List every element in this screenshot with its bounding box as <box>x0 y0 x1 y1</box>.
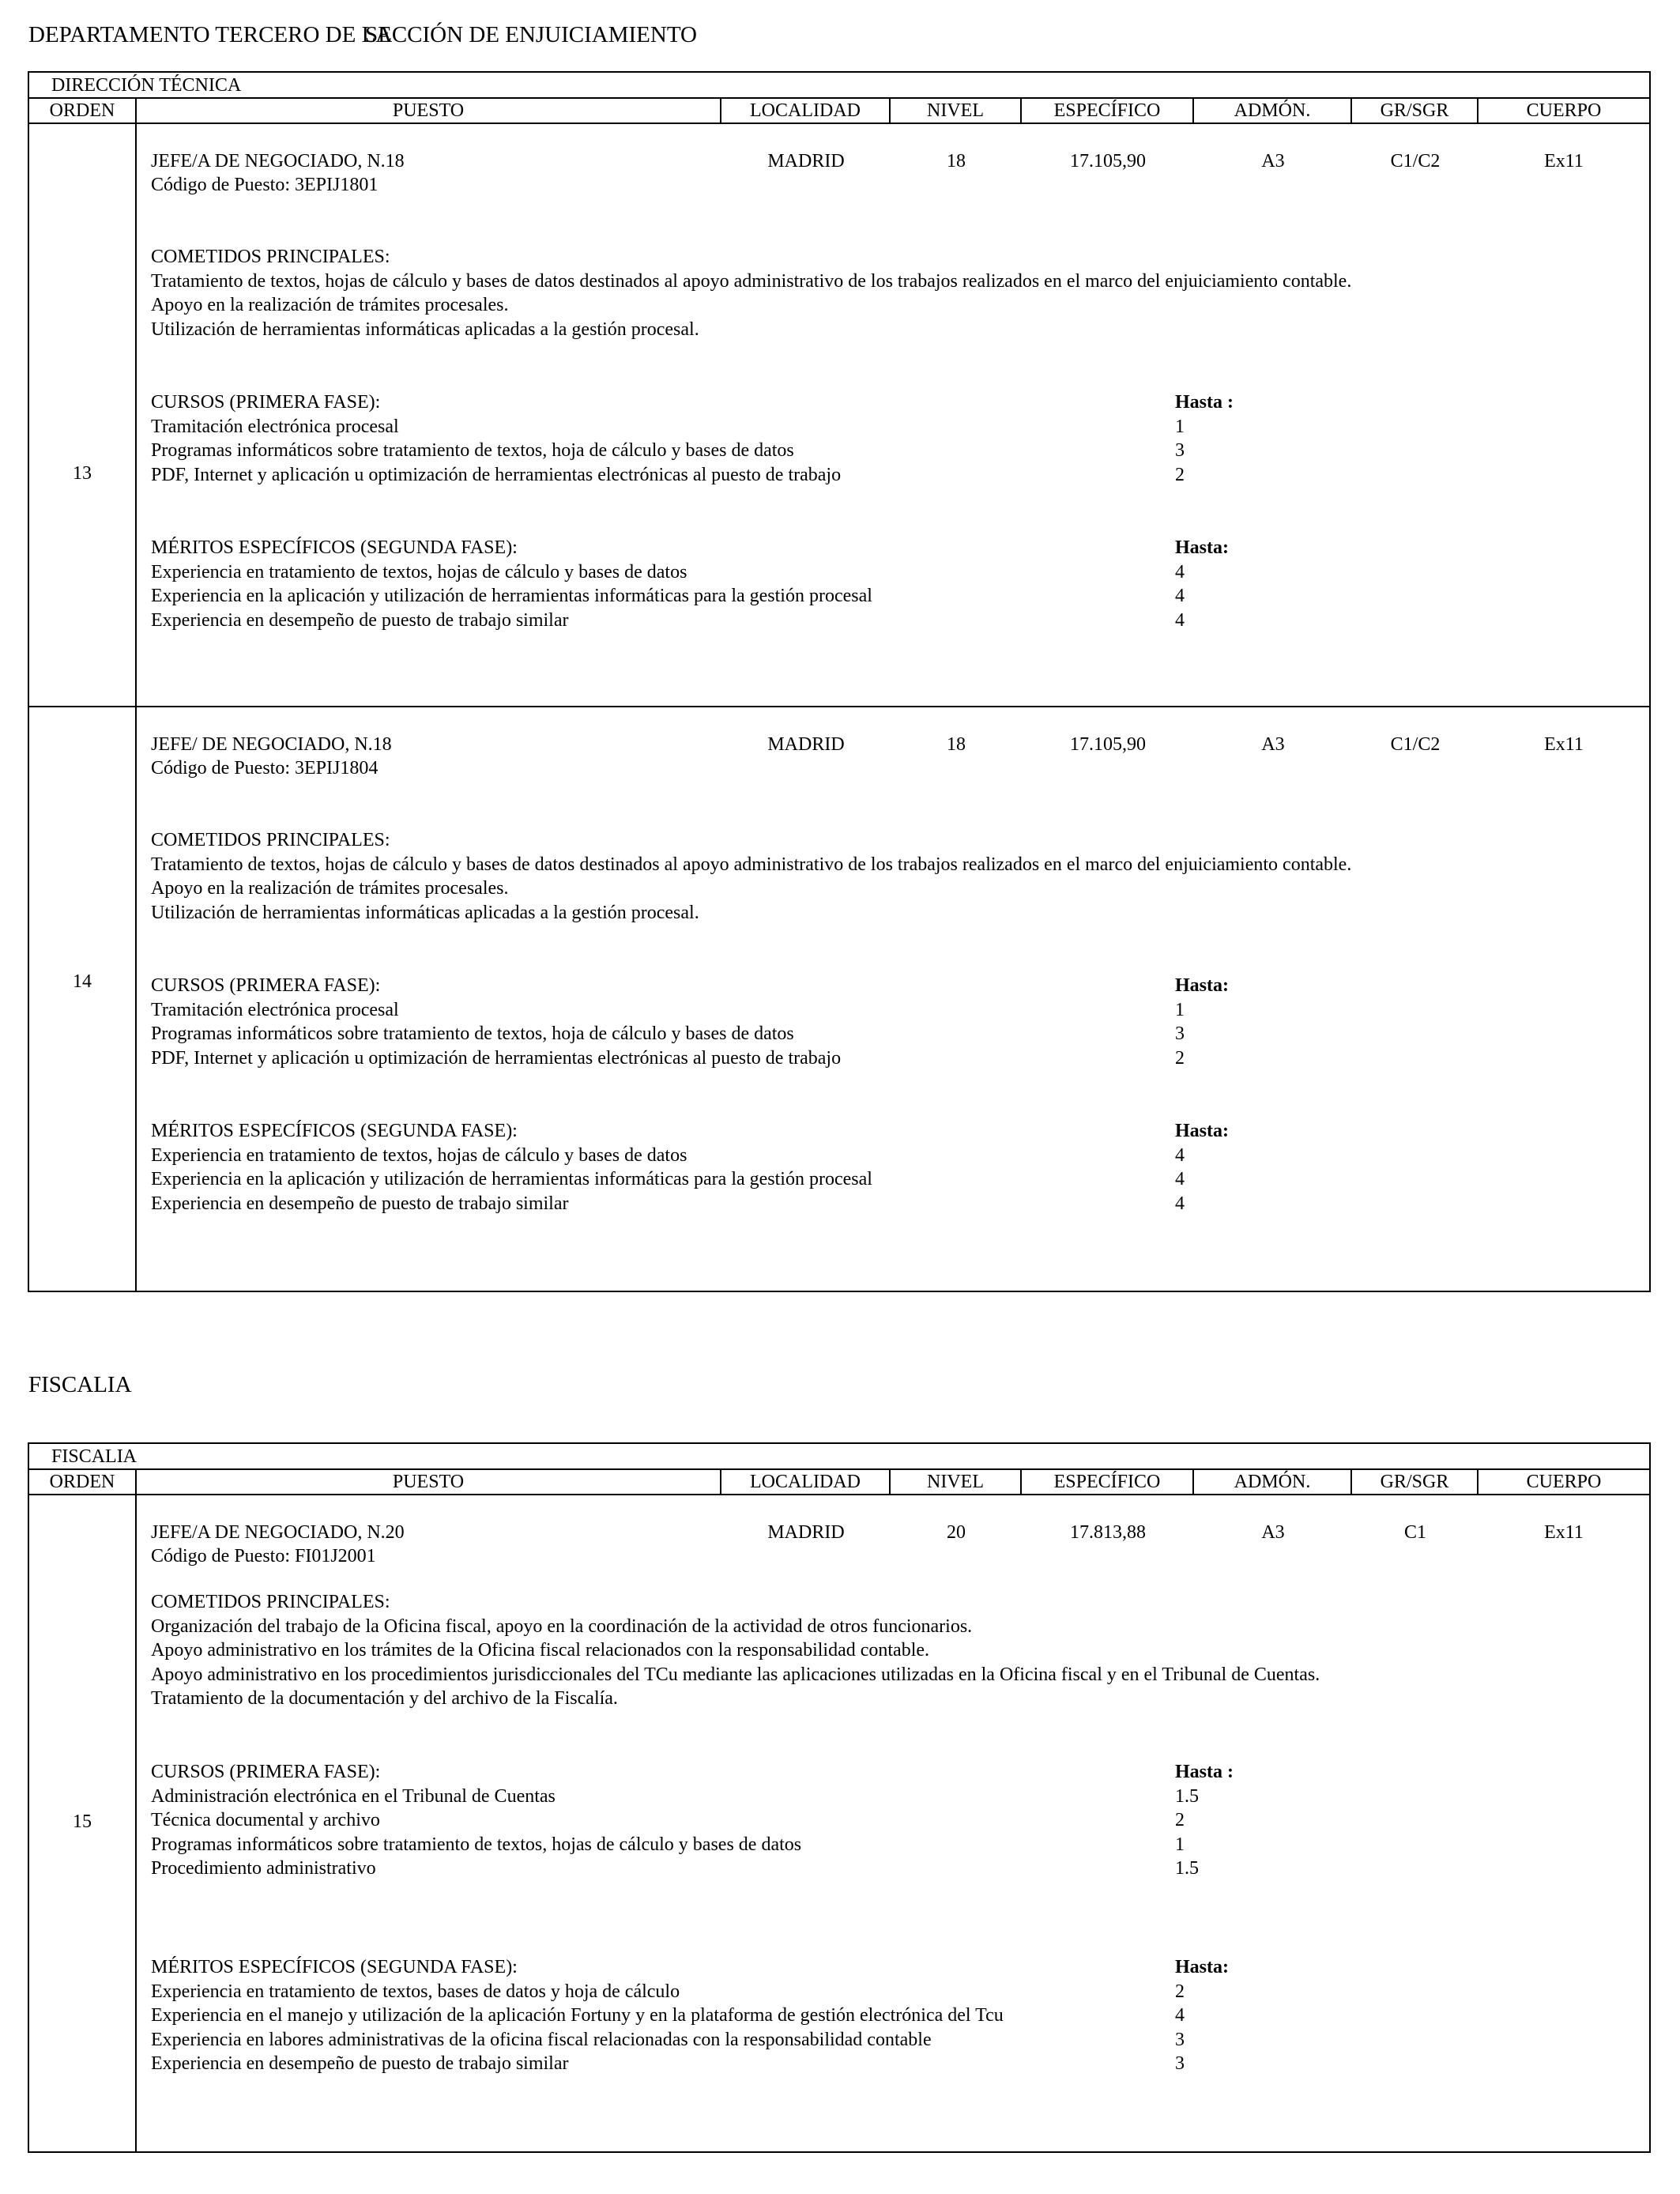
merito-item: Experiencia en labores administrativas de la oficina fiscal relacionadas con la responsabilidad contable <box>151 2029 932 2050</box>
cursos-values <box>1175 390 1234 487</box>
curso-item: Programas informáticos sobre tratamiento de textos, hoja de cálculo y bases de datos <box>151 440 794 461</box>
curso-item: Procedimiento administrativo <box>151 1858 376 1879</box>
meritos-values <box>1175 1955 1229 2076</box>
merito-value: 3 <box>1175 2029 1185 2050</box>
curso-value: 1 <box>1175 999 1185 1020</box>
puesto-name: JEFE/A DE NEGOCIADO, N.20 <box>151 1522 405 1543</box>
merito-item: Experiencia en la aplicación y utilización de herramientas informáticas para la gestión procesal <box>151 1169 872 1189</box>
nivel-value: 18 <box>947 151 966 172</box>
col-admon: ADMÓN. <box>1194 1470 1352 1494</box>
merito-value: 4 <box>1175 1193 1185 1214</box>
curso-value: 1 <box>1175 1834 1185 1855</box>
merito-item: Experiencia en desempeño de puesto de trabajo similar <box>151 609 569 631</box>
col-localidad: LOCALIDAD <box>721 99 891 123</box>
cursos <box>151 1760 801 1881</box>
cursos-values <box>1175 1760 1234 1881</box>
col-grsgr: GR/SGR <box>1352 99 1478 123</box>
col-nivel: NIVEL <box>891 99 1022 123</box>
curso-item: Programas informáticos sobre tratamiento de textos, hojas de cálculo y bases de datos <box>151 1834 802 1855</box>
grsgr-value: C1 <box>1403 1522 1426 1543</box>
cursos-hasta: Hasta : <box>1175 1762 1234 1782</box>
cometido-item: Apoyo administrativo en los procedimientos jurisdiccionales del TCu mediante las aplicaciones utilizadas en la Oficina fiscal y en el Tribunal de Cuentas. <box>151 1664 1320 1685</box>
table-header <box>29 1470 1649 1495</box>
col-puesto: PUESTO <box>137 1470 721 1494</box>
meritos <box>151 1119 872 1216</box>
cursos-values <box>1175 974 1229 1070</box>
nivel-value: 18 <box>947 734 966 755</box>
cometidos <box>151 828 1351 925</box>
col-localidad: LOCALIDAD <box>721 1470 891 1494</box>
merito-value: 4 <box>1175 586 1185 606</box>
merito-item: Experiencia en desempeño de puesto de trabajo similar <box>151 2053 569 2074</box>
merito-item: Experiencia en el manejo y utilización de la aplicación Fortuny y en la plataforma de gestión electrónica del Tcu <box>151 2005 1004 2026</box>
curso-item: PDF, Internet y aplicación u optimización de herramientas electrónicas al puesto de trabajo <box>151 1047 842 1069</box>
col-cuerpo: CUERPO <box>1526 100 1602 121</box>
curso-value: 3 <box>1175 440 1185 461</box>
puesto-code: Código de Puesto: FI01J2001 <box>151 1546 376 1566</box>
orden-value: 14 <box>73 971 92 992</box>
cursos-hasta: Hasta: <box>1175 975 1229 996</box>
cometido-item: Utilización de herramientas informáticas aplicadas a la gestión procesal. <box>151 902 699 923</box>
curso-item: Administración electrónica en el Tribunal de Cuentas <box>151 1785 556 1807</box>
localidad-value: MADRID <box>767 734 845 755</box>
admon-value: A3 <box>1261 734 1285 755</box>
cometidos-title: COMETIDOS PRINCIPALES: <box>151 247 390 267</box>
page-header-section: SECCIÓN DE ENJUICIAMIENTO <box>365 22 697 47</box>
admon-value: A3 <box>1261 151 1285 172</box>
section-title-fiscalia: FISCALIA <box>28 1372 132 1397</box>
table-fiscalia <box>28 1442 1651 2153</box>
cometido-item: Tratamiento de textos, hojas de cálculo y bases de datos destinados al apoyo administrativo de los trabajos realizados en el marco del enjuiciamiento contable. <box>151 854 1352 875</box>
nivel-value: 20 <box>947 1522 966 1543</box>
cometidos <box>151 245 1351 341</box>
cuerpo-value: Ex11 <box>1544 151 1584 172</box>
puesto-code: Código de Puesto: 3EPIJ1804 <box>151 758 379 778</box>
cuerpo-value: Ex11 <box>1544 1522 1584 1543</box>
merito-value: 4 <box>1175 1169 1185 1189</box>
curso-value: 1 <box>1175 416 1185 437</box>
meritos <box>151 1955 1004 2076</box>
cometido-item: Organización del trabajo de la Oficina fiscal, apoyo en la coordinación de la actividad de otros funcionarios. <box>151 1615 973 1637</box>
merito-value: 4 <box>1175 2005 1185 2026</box>
block-title: FISCALIA <box>29 1444 1649 1470</box>
col-puesto: PUESTO <box>137 99 721 123</box>
localidad-value: MADRID <box>767 151 845 172</box>
cometido-item: Apoyo en la realización de trámites procesales. <box>151 295 509 315</box>
col-cuerpo: CUERPO <box>1526 1472 1602 1492</box>
orden-value: 13 <box>73 463 92 484</box>
table-row <box>29 124 1649 707</box>
col-grsgr: GR/SGR <box>1352 1470 1478 1494</box>
table-row <box>29 707 1649 1291</box>
merito-item: Experiencia en desempeño de puesto de trabajo similar <box>151 1193 569 1214</box>
table-row <box>29 1495 1649 2151</box>
curso-value: 1.5 <box>1175 1858 1199 1879</box>
col-orden: ORDEN <box>29 1470 137 1494</box>
cometidos-title: COMETIDOS PRINCIPALES: <box>151 830 390 850</box>
cursos-title: CURSOS (PRIMERA FASE): <box>151 975 381 996</box>
cometido-item: Apoyo en la realización de trámites procesales. <box>151 878 509 899</box>
meritos-title: MÉRITOS ESPECÍFICOS (SEGUNDA FASE): <box>151 1121 518 1141</box>
page-header-department: DEPARTAMENTO TERCERO DE LA <box>28 22 393 47</box>
col-especifico: ESPECÍFICO <box>1022 99 1194 123</box>
cometido-item: Tratamiento de textos, hojas de cálculo y bases de datos destinados al apoyo administrativo de los trabajos realizados en el marco del enjuiciamiento contable. <box>151 270 1352 292</box>
cometidos-title: COMETIDOS PRINCIPALES: <box>151 1592 390 1612</box>
table-header <box>29 99 1649 124</box>
block-title: DIRECCIÓN TÉCNICA <box>29 73 1649 99</box>
col-admon: ADMÓN. <box>1194 99 1352 123</box>
meritos-title: MÉRITOS ESPECÍFICOS (SEGUNDA FASE): <box>151 537 518 558</box>
meritos-title: MÉRITOS ESPECÍFICOS (SEGUNDA FASE): <box>151 1957 518 1977</box>
curso-value: 2 <box>1175 1810 1185 1830</box>
puesto-name: JEFE/ DE NEGOCIADO, N.18 <box>151 734 392 755</box>
admon-value: A3 <box>1261 1522 1285 1543</box>
puesto-name: JEFE/A DE NEGOCIADO, N.18 <box>151 151 405 172</box>
cometido-item: Utilización de herramientas informáticas aplicadas a la gestión procesal. <box>151 319 699 340</box>
meritos <box>151 536 872 632</box>
orden-value: 15 <box>73 1811 92 1832</box>
cursos-title: CURSOS (PRIMERA FASE): <box>151 1762 381 1782</box>
merito-value: 4 <box>1175 1144 1185 1166</box>
meritos-hasta: Hasta: <box>1175 1957 1229 1977</box>
meritos-values <box>1175 1119 1229 1216</box>
merito-item: Experiencia en tratamiento de textos, bases de datos y hoja de cálculo <box>151 1981 680 2002</box>
cometido-item: Apoyo administrativo en los trámites de la Oficina fiscal relacionados con la responsabilidad contable. <box>151 1640 930 1661</box>
curso-item: Programas informáticos sobre tratamiento de textos, hoja de cálculo y bases de datos <box>151 1023 794 1044</box>
especifico-value: 17.105,90 <box>1070 734 1146 755</box>
especifico-value: 17.105,90 <box>1070 151 1146 172</box>
curso-value: 2 <box>1175 1047 1185 1069</box>
cursos-hasta: Hasta : <box>1175 392 1234 413</box>
cuerpo-value: Ex11 <box>1544 734 1584 755</box>
merito-item: Experiencia en tratamiento de textos, hojas de cálculo y bases de datos <box>151 1144 687 1166</box>
merito-value: 4 <box>1175 561 1185 582</box>
col-orden: ORDEN <box>29 99 137 123</box>
merito-item: Experiencia en tratamiento de textos, hojas de cálculo y bases de datos <box>151 561 687 582</box>
puesto-code: Código de Puesto: 3EPIJ1801 <box>151 175 379 195</box>
cursos <box>151 974 841 1070</box>
especifico-value: 17.813,88 <box>1070 1522 1146 1543</box>
localidad-value: MADRID <box>767 1522 845 1543</box>
grsgr-value: C1/C2 <box>1390 151 1441 172</box>
curso-value: 2 <box>1175 464 1185 485</box>
curso-item: Técnica documental y archivo <box>151 1810 380 1830</box>
merito-value: 4 <box>1175 609 1185 631</box>
merito-item: Experiencia en la aplicación y utilización de herramientas informáticas para la gestión procesal <box>151 586 872 606</box>
meritos-hasta: Hasta: <box>1175 537 1229 558</box>
cometido-item: Tratamiento de la documentación y del archivo de la Fiscalía. <box>151 1688 618 1709</box>
meritos-values <box>1175 536 1229 632</box>
curso-value: 1.5 <box>1175 1785 1199 1807</box>
table-direccion-tecnica <box>28 71 1651 1292</box>
merito-value: 3 <box>1175 2053 1185 2074</box>
col-especifico: ESPECÍFICO <box>1022 1470 1194 1494</box>
curso-value: 3 <box>1175 1023 1185 1044</box>
grsgr-value: C1/C2 <box>1390 734 1441 755</box>
cursos-title: CURSOS (PRIMERA FASE): <box>151 392 381 413</box>
cursos <box>151 390 841 487</box>
curso-item: Tramitación electrónica procesal <box>151 999 399 1020</box>
cometidos <box>151 1590 1320 1711</box>
curso-item: PDF, Internet y aplicación u optimización de herramientas electrónicas al puesto de trabajo <box>151 464 842 485</box>
curso-item: Tramitación electrónica procesal <box>151 416 399 437</box>
meritos-hasta: Hasta: <box>1175 1121 1229 1141</box>
col-nivel: NIVEL <box>891 1470 1022 1494</box>
merito-value: 2 <box>1175 1981 1185 2002</box>
